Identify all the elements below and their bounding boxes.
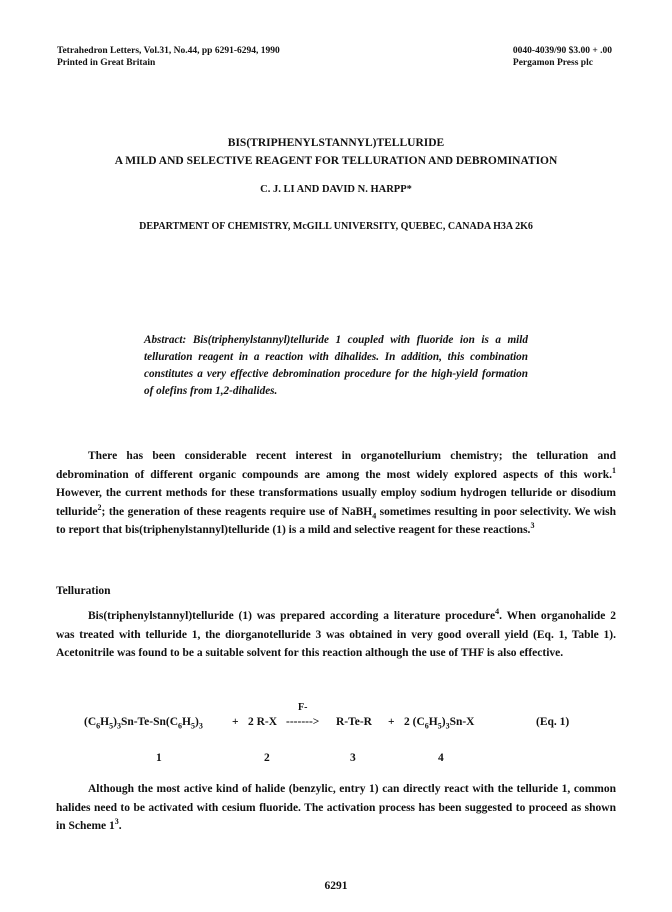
issn-line: 0040-4039/90 $3.00 + .00 <box>512 46 612 56</box>
eq-catalyst: F- <box>298 702 308 713</box>
activation-paragraph <box>56 780 616 836</box>
eq-product-2: 2 $(C_6H_5)_3Sn-X$ <box>404 716 475 731</box>
p3-text-b: . <box>118 820 122 832</box>
eq-number-3: 3 <box>350 752 356 764</box>
abstract <box>144 332 528 400</box>
p2-text-b: . When organohalide 2 was treated with telluride 1, the diorganotelluride 3 was obtained in very good overall yield (Eq. 1, Table 1). Acetonitrile was found to be a suitable solvent for this reaction although the use of THF is also effective. <box>56 610 616 659</box>
issn-block <box>513 45 612 69</box>
eq-number-1: 1 <box>156 752 162 764</box>
paper-subtitle: A MILD AND SELECTIVE REAGENT FOR TELLURATION AND DEBROMINATION <box>114 155 558 167</box>
p1-text-c: ; the generation of these reagents require use of NaBH <box>101 505 373 518</box>
abstract-label: Abstract: <box>144 334 187 346</box>
eq-plus-1: + <box>232 716 239 728</box>
equation-1 <box>0 702 672 770</box>
p1-text-b: However, the current methods for these transformations usually employ sodium hydrogen telluride or disodium telluride <box>56 487 616 518</box>
abstract-text: Bis(triphenylstannyl)telluride 1 coupled with fluoride ion is a mild telluration reagent in a reaction with dihalides. In addition, this combination constitutes a very effective debromination procedure for the high-yield formation of olefins from 1,2-dihalides. <box>144 334 528 397</box>
eq-product-1: R-Te-R <box>336 716 372 728</box>
section-heading: Telluration <box>56 585 111 597</box>
eq-label: (Eq. 1) <box>536 716 570 728</box>
sub-4: 4 <box>372 510 377 520</box>
eq-plus-2: + <box>388 716 395 728</box>
eq-reactant-2: 2 R-X <box>248 716 278 728</box>
ref-1: 1 <box>612 465 616 475</box>
eq-reactant-1: $(C_6H_5)_3Sn-Te-Sn(C_6H_5)_3$ <box>84 716 203 731</box>
eq-arrow: -------> <box>286 716 320 728</box>
paper-title: BIS(TRIPHENYLSTANNYL)TELLURIDE <box>227 137 445 149</box>
page-number: 6291 <box>324 880 348 892</box>
authors: C. J. LI AND DAVID N. HARPP* <box>260 184 412 195</box>
intro-paragraph <box>56 447 616 540</box>
ref-3b: 3 <box>114 817 119 827</box>
p2-text-a: Bis(triphenylstannyl)telluride (1) was prepared according a literature procedure <box>88 610 496 622</box>
printed-line: Printed in Great Britain <box>57 58 156 68</box>
eq-number-2: 2 <box>264 752 270 764</box>
citation-line: Tetrahedron Letters, Vol.31, No.44, pp 6291-6294, 1990 <box>57 46 280 56</box>
publisher-line: Pergamon Press plc <box>512 58 593 68</box>
telluration-paragraph <box>56 607 616 663</box>
p1-text-a: There has been considerable recent interest in organotellurium chemistry; the telluration and debromination of different organic compounds are among the most widely explored aspects of this work. <box>56 450 616 481</box>
ref-4: 4 <box>495 607 500 617</box>
journal-citation <box>57 45 280 69</box>
affiliation: DEPARTMENT OF CHEMISTRY, McGILL UNIVERSITY, QUEBEC, CANADA H3A 2K6 <box>139 221 533 232</box>
ref-3: 3 <box>530 521 535 531</box>
p1-text-d: sometimes resulting in poor selectivity. We wish to report that bis(triphenylstannyl)telluride (1) is a mild and selective reagent for these reactions. <box>56 505 616 536</box>
p3-text-a: Although the most active kind of halide (benzylic, entry 1) can directly react with the telluride 1, common halides need to be activated with cesium fluoride. The activation process has been suggested to proceed as shown in Scheme 1 <box>56 783 616 832</box>
ref-2: 2 <box>97 502 102 512</box>
eq-number-4: 4 <box>438 752 444 764</box>
